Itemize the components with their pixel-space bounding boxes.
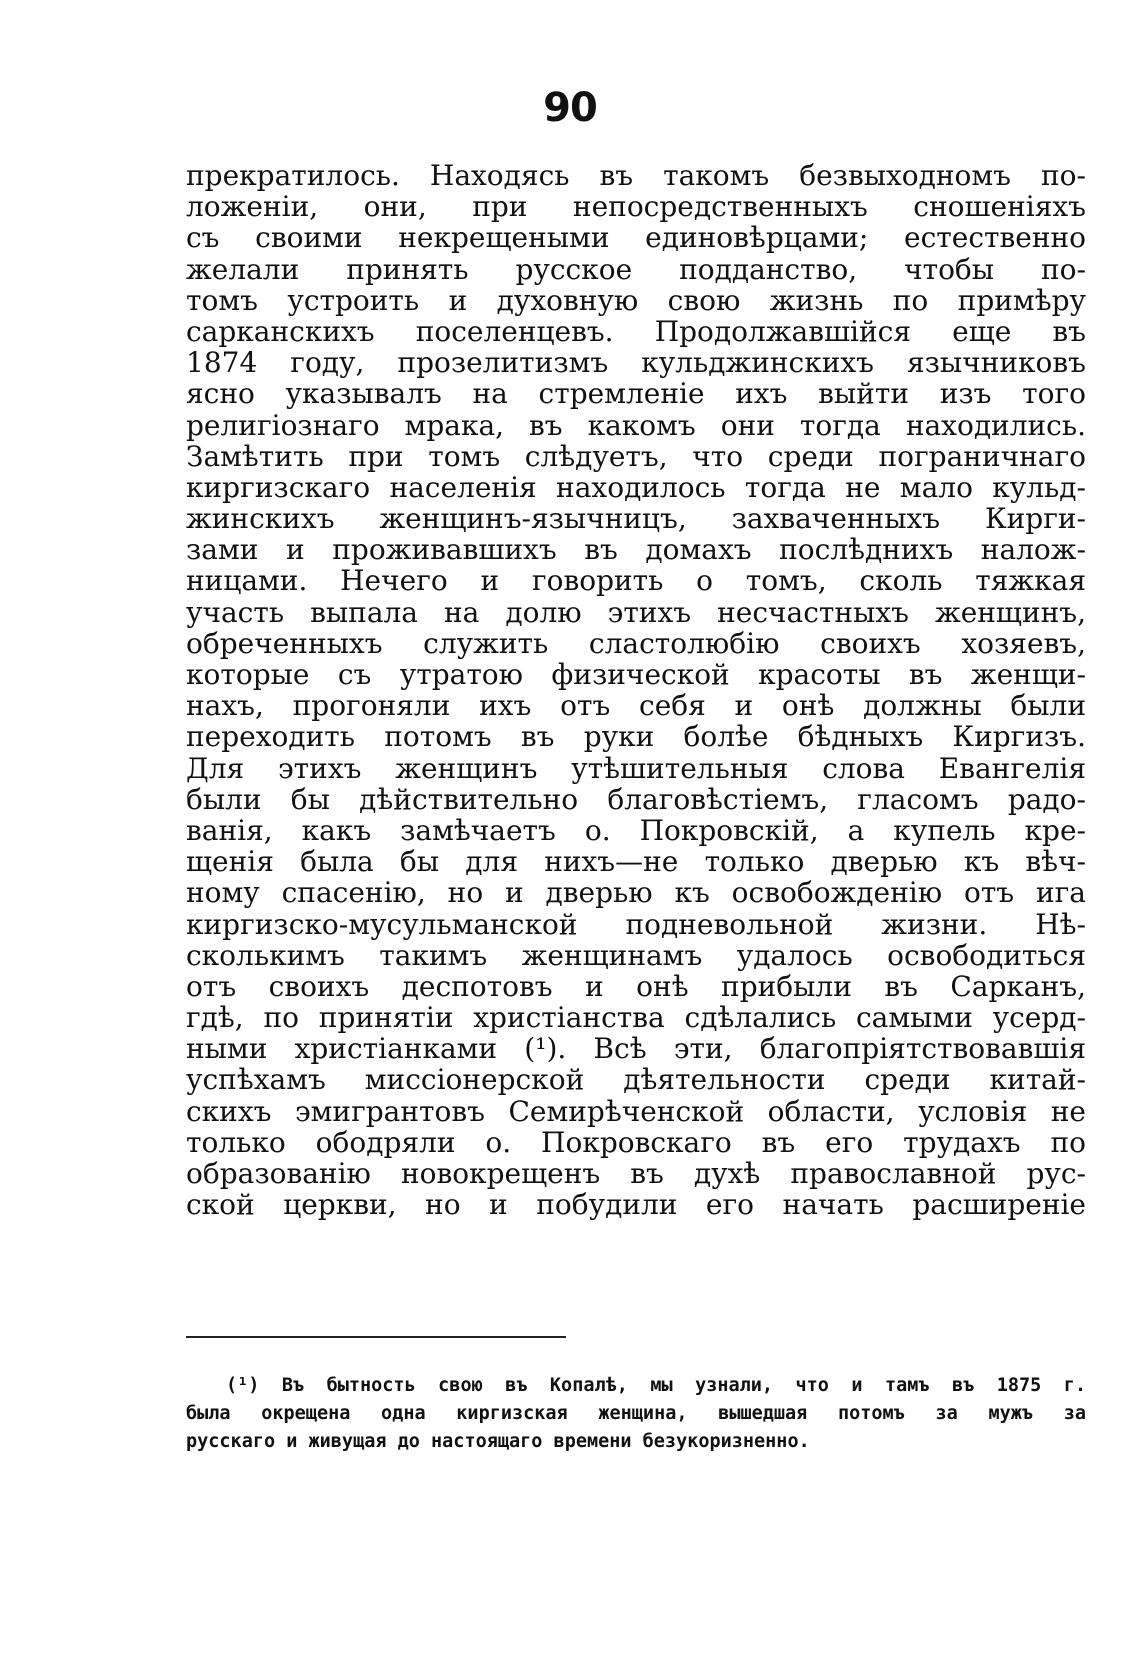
text-line: ской церкви, но и побудили его начать расширеніе [186,1188,1086,1222]
text-line: ясно указывалъ на стремленіе ихъ выйти изъ того [186,377,1086,411]
text-line: сколькимъ такимъ женщинамъ удалось освободиться [186,938,1086,972]
footnote-line: была окрещена одна киргизская женщина, вышедшая потомъ за мужъ за [186,1403,1086,1424]
text-line: скихъ эмигрантовъ Семирѣченской области, условія не [186,1094,1086,1128]
text-line: ными христіанками (¹). Всѣ эти, благопріятствовавшія [186,1032,1086,1066]
text-line: жинскихъ женщинъ-язычницъ, захваченныхъ Кирги- [186,502,1086,536]
text-line: образованію новокрещенъ въ духѣ православной рус- [186,1157,1086,1190]
footnote [186,1372,1086,1456]
text-line: которые съ утратою физической красоты въ женщи- [186,658,1086,691]
text-line: ложеніи, они, при непосредственныхъ сношеніяхъ [186,190,1086,224]
footnote-line: (¹) Въ бытность свою въ Копалѣ, мы узнали, что и тамъ въ 1875 г. [226,1375,1086,1396]
text-line: ному спасенію, но и дверью къ освобожденію отъ ига [186,876,1086,910]
text-line: прекратилось. Находясь въ такомъ безвыходномъ по- [186,159,1086,192]
footnote-divider [186,1336,566,1338]
footnote-line: русскаго и живущая до настоящаго времени безукоризненно. [186,1431,810,1452]
text-line: ницами. Нечего и говорить о томъ, сколь тяжкая [186,564,1086,598]
text-line: Для этихъ женщинъ утѣшительныя слова Евангелія [186,751,1086,785]
text-line: переходить потомъ въ руки болѣе бѣдныхъ Киргизъ. [186,720,1086,754]
text-line: только ободряли о. Покровскаго въ его трудахъ по [186,1125,1086,1159]
text-line: участь выпала на долю этихъ несчастныхъ женщинъ, [186,595,1086,629]
text-line: успѣхамъ миссіонерской дѣятельности среди китай- [186,1063,1086,1097]
text-line: обреченныхъ служить сластолюбію своихъ хозяевъ, [186,626,1086,660]
text-line: киргизско-мусульманской подневольной жизни. Нѣ- [186,907,1086,941]
text-line: отъ своихъ деспотовъ и онѣ прибыли въ Сарканъ, [186,969,1086,1003]
text-line: 1874 году, прозелитизмъ кульджинскихъ язычниковъ [186,346,1086,380]
text-line: киргизскаго населенія находилось тогда не мало кульд- [186,470,1086,504]
text-line: Замѣтить при томъ слѣдуетъ, что среди пограничнаго [186,439,1086,473]
text-line: щенія была бы для нихъ—не только дверью къ вѣч- [186,845,1086,879]
page-number: 90 [543,85,597,131]
text-line: религіознаго мрака, въ какомъ они тогда находились. [186,408,1086,442]
text-line: были бы дѣйствительно благовѣстіемъ, гласомъ радо- [186,782,1086,816]
text-line: сарканскихъ поселенцевъ. Продолжавшійся еще въ [186,314,1086,348]
text-line: гдѣ, по принятіи христіанства сдѣлались самыми усерд- [186,1001,1086,1035]
text-line: ванія, какъ замѣчаетъ о. Покровскій, а купель кре- [186,813,1086,847]
text-line: желали принять русское подданство, чтобы по- [186,252,1086,286]
text-line: томъ устроить и духовную свою жизнь по примѣру [186,283,1086,317]
body-text [186,160,1086,1220]
text-line: зами и проживавшихъ въ домахъ послѣднихъ налож- [186,533,1086,567]
text-line: съ своими некрещеными единовѣрцами; естественно [186,221,1086,255]
text-line: нахъ, прогоняли ихъ отъ себя и онѣ должны были [186,689,1086,723]
